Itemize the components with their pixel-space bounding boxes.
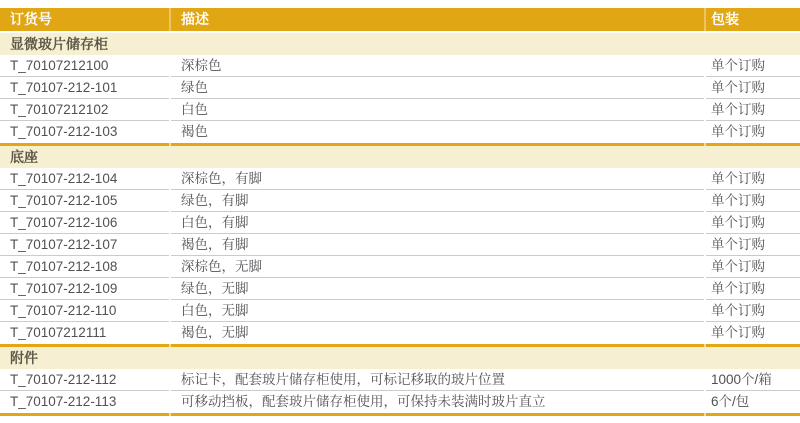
description-cell: 褐色，无脚	[171, 322, 704, 344]
divider-segment	[706, 413, 800, 416]
description-cell: 绿色，无脚	[171, 278, 704, 300]
table-row	[0, 212, 800, 234]
description-cell: 褐色，有脚	[171, 234, 704, 256]
packaging-cell: 单个订购	[706, 256, 800, 278]
table-row	[0, 300, 800, 322]
divider-segment	[171, 413, 704, 416]
table-row	[0, 99, 800, 121]
description-cell: 绿色，有脚	[171, 190, 704, 212]
divider-segment	[706, 143, 800, 146]
table-row	[0, 168, 800, 190]
divider-segment	[706, 344, 800, 347]
packaging-cell: 6个/包	[706, 391, 800, 413]
table-row	[0, 121, 800, 143]
order-code-cell: T_70107-212-101	[0, 77, 169, 99]
packaging-cell: 单个订购	[706, 121, 800, 143]
table-row	[0, 391, 800, 413]
divider-segment	[0, 413, 169, 416]
order-code-cell: T_70107-212-112	[0, 369, 169, 391]
section-divider	[0, 413, 800, 416]
packaging-cell: 单个订购	[706, 55, 800, 77]
order-code-cell: T_70107-212-103	[0, 121, 169, 143]
table-body	[0, 33, 800, 416]
section-header-2	[0, 347, 800, 369]
column-header-order-number: 订货号	[0, 8, 169, 31]
description-cell: 褐色	[171, 121, 704, 143]
order-code-cell: T_70107-212-110	[0, 300, 169, 322]
order-code-cell: T_70107212100	[0, 55, 169, 77]
order-code-cell: T_70107212102	[0, 99, 169, 121]
description-cell: 白色	[171, 99, 704, 121]
order-code-cell: T_70107-212-106	[0, 212, 169, 234]
packaging-cell: 单个订购	[706, 234, 800, 256]
packaging-cell: 单个订购	[706, 77, 800, 99]
packaging-cell: 单个订购	[706, 190, 800, 212]
order-code-cell: T_70107-212-107	[0, 234, 169, 256]
order-code-cell: T_70107212111	[0, 322, 169, 344]
description-cell: 白色，有脚	[171, 212, 704, 234]
divider-segment	[171, 143, 704, 146]
column-header-packaging: 包装	[706, 8, 800, 31]
section-divider	[0, 344, 800, 347]
order-code-cell: T_70107-212-104	[0, 168, 169, 190]
packaging-cell: 单个订购	[706, 322, 800, 344]
packaging-cell: 1000个/箱	[706, 369, 800, 391]
divider-segment	[171, 344, 704, 347]
section-title: 底座	[10, 149, 38, 165]
packaging-cell: 单个订购	[706, 278, 800, 300]
order-code-cell: T_70107-212-108	[0, 256, 169, 278]
table-header-row	[0, 8, 800, 31]
table-row	[0, 77, 800, 99]
description-cell: 白色，无脚	[171, 300, 704, 322]
packaging-cell: 单个订购	[706, 212, 800, 234]
section-title: 附件	[10, 350, 38, 366]
description-cell: 绿色	[171, 77, 704, 99]
section-divider	[0, 143, 800, 146]
description-cell: 标记卡，配套玻片储存柜使用，可标记移取的玻片位置	[171, 369, 704, 391]
description-cell: 可移动挡板，配套玻片储存柜使用，可保持未装满时玻片直立	[171, 391, 704, 413]
table-row	[0, 278, 800, 300]
order-code-cell: T_70107-212-105	[0, 190, 169, 212]
order-code-cell: T_70107-212-113	[0, 391, 169, 413]
section-header-0	[0, 33, 800, 55]
packaging-cell: 单个订购	[706, 99, 800, 121]
description-cell: 深棕色，有脚	[171, 168, 704, 190]
packaging-cell: 单个订购	[706, 300, 800, 322]
table-row	[0, 234, 800, 256]
table-row	[0, 55, 800, 77]
description-cell: 深棕色	[171, 55, 704, 77]
table-row	[0, 322, 800, 344]
packaging-cell: 单个订购	[706, 168, 800, 190]
column-header-description: 描述	[171, 8, 704, 31]
section-title: 显微玻片储存柜	[10, 36, 108, 52]
table-row	[0, 369, 800, 391]
order-code-cell: T_70107-212-109	[0, 278, 169, 300]
table-row	[0, 190, 800, 212]
section-header-1	[0, 146, 800, 168]
table-row	[0, 256, 800, 278]
description-cell: 深棕色，无脚	[171, 256, 704, 278]
